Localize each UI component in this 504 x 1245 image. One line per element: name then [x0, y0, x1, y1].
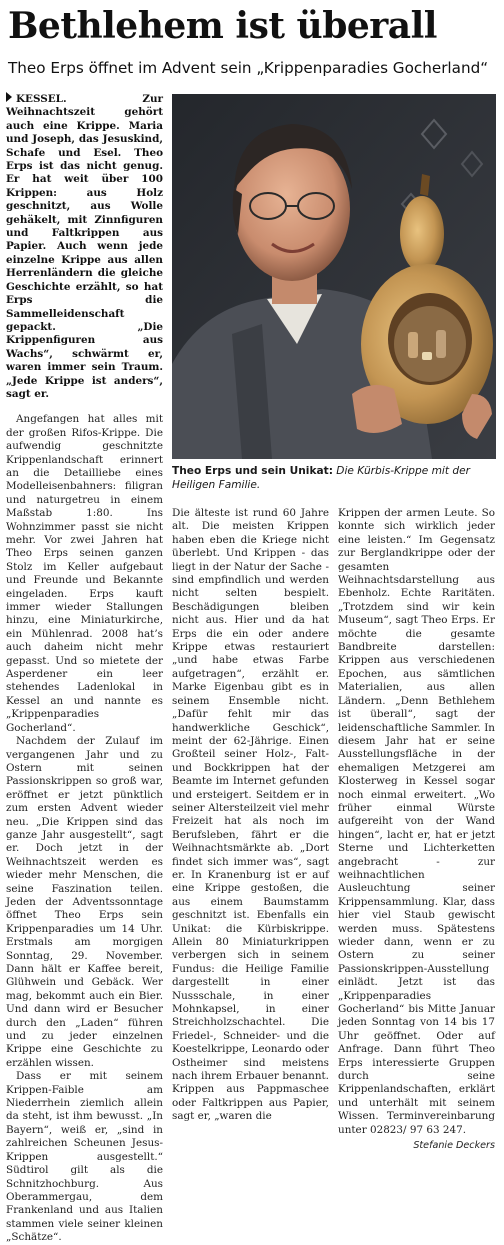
article-photo [172, 94, 496, 459]
lead-text: KESSEL. Zur Weihnachtszeit gehört auch eine Krippe. Maria und Joseph, das Jesuskind, Schafe und Esel. Theo Erps ist das nicht genug. Er hat weit über 100 Krippen: aus Holz geschnitzt, aus Wolle gehäkelt, mit Zinnfiguren und Faltkrippen aus Papier. Auch wenn jede einzelne Krippe aus allen Herrenländern die gleiche Geschichte erzählt, so hat Erps die Sammelleidenschaft gepackt. „Die Krippenfiguren aus Wachs“, schwärmt er, waren immer sein Traum. „Jede Krippe ist anders“, sagt er. [6, 93, 163, 400]
lead-paragraph [6, 92, 163, 401]
paragraph: Nachdem der Zulauf im vergangenen Jahr und zu Ostern mit seinen Passionskrippen so groß war, eröffnet er jetzt pünktlich zum ersten Advent wieder neu. „Die Krippen sind das ganze Jahr ausgestellt“, sagt er. Doch jetzt in der Weihnachtszeit werden es wieder mehr Menschen, die seine Faszination teilen. Jeden der Adventssonntage öffnet Theo Erps sein Krippenparadies um 14 Uhr. Erstmals am morgigen Sonntag, 29. November. Dann hält er Kaffee bereit, Glühwein und Gebäck. Wer mag, bekommt auch ein Bier. Und dann wird er Besucher durch den „Laden“ führen und zu jeder einzelnen Krippe eine Geschichte zu erzählen wissen. [6, 735, 163, 1069]
caption-italic: Die Kürbis-Krippe mit der Heiligen Familie. [172, 465, 470, 491]
paragraph: Die älteste ist rund 60 Jahre alt. Die meisten Krippen haben eben die Kriege nicht überlebt. Und Krippen - das liegt in der Natur der Sache - sind empfindlich und werden nicht selten bespielt. Beschädigungen bleiben nicht aus. Hier und da hat Erps die ein oder andere Krippe etwas restauriert „und habe etwas Farbe aufgetragen“, erzählt er. Marke Eigenbau gibt es in seinem Ensemble nicht. „Dafür fehlt mir das handwerkliche Geschick“, meint der 62-Jährige. Einen Großteil seiner Holz-, Falt- und Bockkrippen hat der Beamte im Internet gefunden und ersteigert. Seitdem er in seiner Altersteilzeit viel mehr Freizeit hat als noch im Berufsleben, fährt er die Weihnachtsmärkte ab. „Dort findet sich immer was“, sagt er. In Kranenburg ist er auf eine Krippe gestoßen, die aus einem Baumstamm geschnitzt ist. Ebenfalls ein Unikat: die Kürbiskrippe. Allein 80 Miniaturkrippen verbergen sich in seinem Fundus: die Heilige Familie dargestellt in einer Nussschale, in einer Mohnkapsel, in einer Streichholzschachtel. Die Friedel-, Schneider- und die Koestelkrippe, Leonardo oder Ostheimer sind meistens nach ihrem Erbauer benannt. Krippen aus Pappmaschee oder Faltkrippen aus Papier, sagt er, „waren die [172, 507, 329, 1123]
photo-illustration [172, 94, 496, 459]
subheadline: Theo Erps öffnet im Advent sein „Krippenparadies Gocherland“ [8, 59, 489, 77]
headline: Bethlehem ist überall [8, 5, 437, 47]
arrow-icon [6, 92, 12, 102]
photo-caption [172, 464, 496, 492]
paragraph: Angefangen hat alles mit der großen Rifos-Krippe. Die aufwendig geschnitzte Krippenlandschaft erinnert an die Detailliebe eines Modelleisenbahners: filigran und naturgetreu in einem Maßstab 1:80. Ins Wohnzimmer passt sie nicht mehr. Vor zwei Jahren hat Theo Erps seinen ganzen Stolz im Keller aufgebaut und Freunde und Bekannte eingeladen. Erps kauft immer wieder Stallungen hinzu, eine Miniaturkirche, ein Mühlenrad. 2008 hat’s auch daheim nicht mehr gepasst. Und so mietete der Asperdener ein leer stehendes Ladenlokal in Kessel an und nannte es „Krippenparadies Gocherland“. [6, 413, 163, 734]
text-column-3 [338, 507, 495, 1152]
text-column-1 [6, 92, 163, 1244]
author-byline: Stefanie Deckers [413, 1140, 495, 1152]
caption-bold: Theo Erps und sein Unikat: [172, 465, 333, 477]
paragraph: Dass er mit seinem Krippen-Faible am Niederrhein ziemlich allein da steht, ist ihm bewusst. „In Bayern“, weiß er, „sind in zahlreichen Scheunen Jesus-Krippen ausgestellt.“ Südtirol gilt als die Schnitzhochburg. Aus Oberammergau, dem Frankenland und aus Italien stammen viele seiner kleinen „Schätze“. [6, 1070, 163, 1244]
text-column-2 [172, 507, 329, 1123]
paragraph: Krippen der armen Leute. So konnte sich wirklich jeder eine leisten.“ Im Gegensatz zur Berglandkrippe oder der gesamten Weihnachtsdarstellung aus Ebenholz. Echte Raritäten. „Trotzdem sind wir kein Museum“, sagt Theo Erps. Er möchte die gesamte Bandbreite darstellen: Krippen aus verschiedenen Epochen, aus sämtlichen Materialien, aus allen Ländern. „Denn Bethlehem ist überall“, sagt der leidenschaftliche Sammler. In diesem Jahr hat er seine Ausstellungsfläche in der ehemaligen Metzgerei am Klosterweg in Kessel sogar noch einmal erweitert. „Wo früher einmal Würste aufgereiht von der Wand hingen“, lacht er, hat er jetzt Sterne und Lichterketten angebracht - zur weihnachtlichen Ausleuchtung seiner Krippensammlung. Klar, dass hier viel Staub gewischt werden muss. Spätestens wieder dann, wenn er zu Ostern zu seiner Passionskrippen-Ausstellung einlädt. Jetzt ist das „Krippenparadies Gocherland“ bis Mitte Januar jeden Sonntag von 14 bis 17 Uhr geöffnet. Oder auf Anfrage. Dann führt Theo Erps interessierte Gruppen durch seine Krippenlandschaften, erklärt und unterhält mit seinem Wissen. Terminvereinbarung unter 02823/ 97 63 247. [338, 507, 495, 1136]
